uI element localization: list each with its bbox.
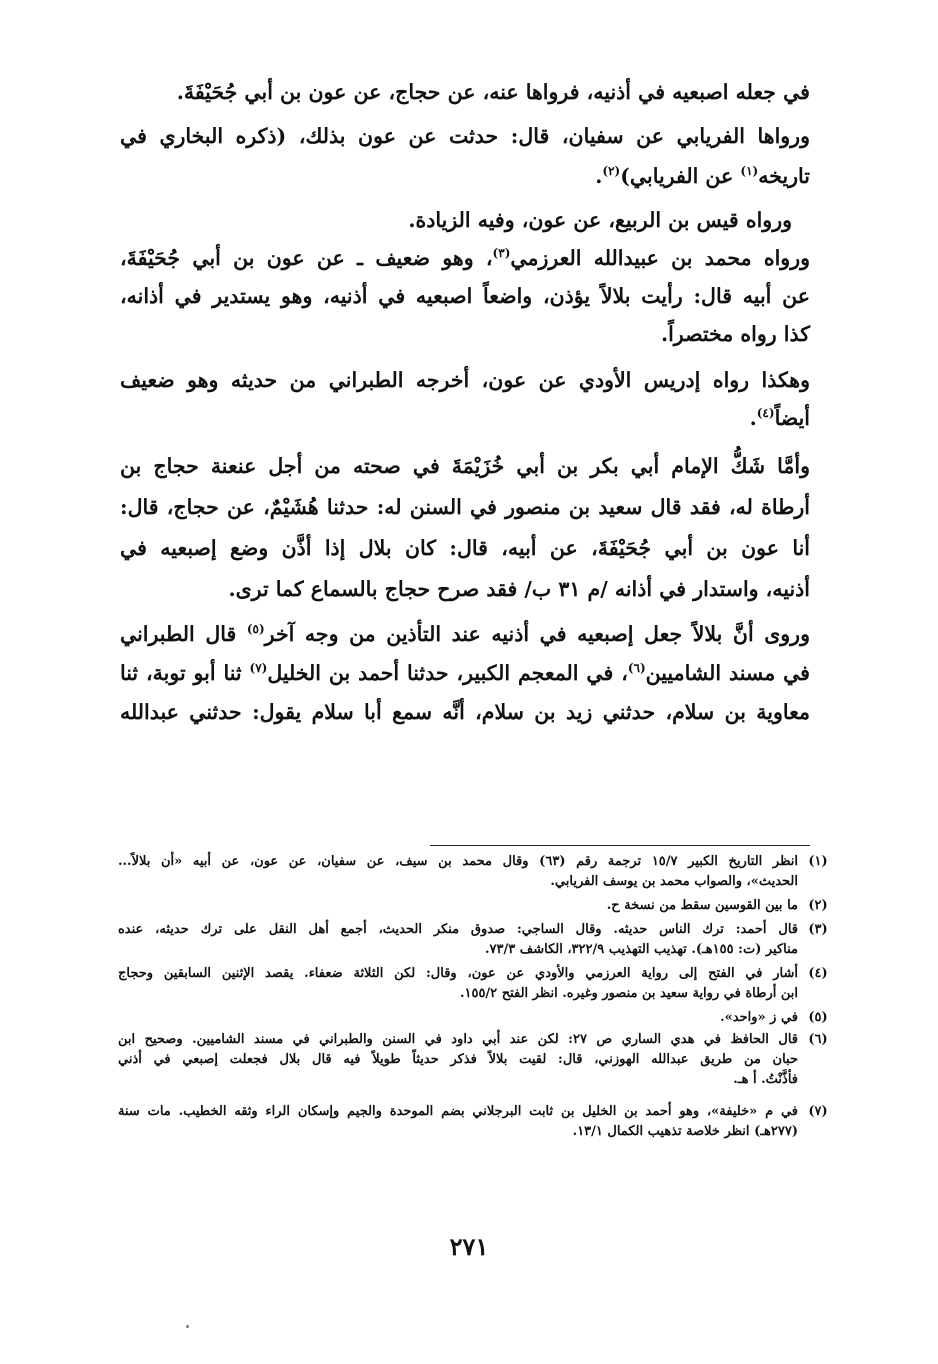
text-run: عن الفريابي)	[620, 164, 741, 188]
text-line: ورواها الفريابي عن سفيان، قال: حدثت عن عون بذلك، (ذكره البخاري في	[120, 124, 810, 148]
text-line: ورواه قيس بن الربيع، عن عون، وفيه الزيادة.	[408, 208, 792, 232]
footnote	[118, 896, 838, 916]
footnote-line: مناكير (ت: ١٥٥هـ). تهذيب التهذيب ٣٢٢/٩، الكاشف ٧٣/٣.	[485, 942, 798, 957]
footnote-line: في م «خليفة»، وهو أحمد بن الخليل بن ثابت البرجلاني بضم الموحدة والجيم وإسكان الراء وثقه الخطيب. مات سنة	[118, 1104, 798, 1119]
paragraph	[120, 80, 810, 104]
footnote-separator	[430, 845, 810, 846]
footnote-ref[interactable]: (٤)	[756, 406, 775, 421]
text-line	[120, 246, 810, 270]
text-run: ، في المعجم الكبير، حدثنا أحمد بن الخليل	[267, 661, 628, 685]
footnote	[118, 920, 838, 960]
footnote-body	[118, 920, 798, 960]
footnote-number: (٧)	[808, 1104, 828, 1119]
footnote	[118, 852, 838, 892]
footnote-line: (٢٧٧هـ) انظر خلاصة تذهيب الكمال ١٣/١.	[572, 1124, 798, 1139]
text-line	[120, 164, 810, 188]
text-line	[120, 622, 810, 646]
footnote	[118, 964, 838, 1004]
footnote-ref[interactable]: (٧)	[249, 661, 268, 676]
text-run: ورواه محمد بن عبيدالله العرزمي	[510, 246, 811, 270]
text-run: ثنا أبو توبة، ثنا	[120, 661, 250, 685]
text-line: عن أبيه قال: رأيت بلالاً يؤذن، واضعاً اصبعيه في أذنيه، وهو يستدير في أذانه،	[120, 284, 810, 308]
footnote-ref[interactable]: (٢)	[602, 164, 621, 179]
footnote-body	[118, 1008, 798, 1028]
text-run: .	[595, 164, 603, 188]
text-line: وهكذا رواه إدريس الأودي عن عون، أخرجه الطبراني من حديثه وهو ضعيف	[120, 368, 810, 392]
footnote-line: الحديث»، والصواب محمد بن يوسف الفريابي.	[550, 874, 798, 889]
footnote-ref[interactable]: (٥)	[246, 622, 265, 637]
text-line: أذنيه، واستدار في أذانه /م ٣١ ب/ فقد صرح حجاج بالسماع كما ترى.	[228, 577, 810, 601]
text-run: .	[749, 406, 757, 430]
text-line: في جعله اصبعيه في أذنيه، فرواها عنه، عن حجاج، عن عون بن أبي جُحَيْفَةَ.	[176, 80, 810, 104]
footnote-body	[118, 852, 798, 892]
paragraph	[120, 246, 810, 346]
paragraph	[120, 368, 810, 430]
page-number: ٢٧١	[449, 1232, 489, 1261]
footnote-line: ابن أرطاة في رواية سعيد بن منصور وغيره. انظر الفتح ١٥٥/٢.	[459, 986, 798, 1001]
text-run: ، وهو ضعيف ـ عن عون بن أبي جُحَيْفَةَ،	[120, 246, 493, 270]
footnote-number: (٣)	[808, 922, 828, 937]
text-line	[120, 661, 810, 685]
footnote	[118, 1008, 838, 1028]
footnote-line: ما بين القوسين سقط من نسخة ح.	[606, 898, 798, 913]
text-run: أيضاً	[774, 406, 810, 430]
footnote-number: (٢)	[808, 898, 828, 913]
footnote	[118, 1102, 838, 1142]
footnote-line: أشار في الفتح إلى رواية العرزمي والأودي عن عون، وقال: لكن الثلاثة ضعفاء. يقصد الإثنين السابقين وحجاج	[118, 966, 798, 981]
footnote-line: حبان من طريق عبدالله الهوزني، قال: لقيت بلالاً فذكر حديثاً طويلاً فيه قال بلال فجعلت إصبعي في أذني	[118, 1052, 798, 1067]
main-text	[120, 62, 810, 724]
footnote-line: فأذَّنْتُ. أ هـ.	[733, 1072, 798, 1087]
scan-speck	[186, 1325, 189, 1328]
paragraph	[120, 622, 810, 724]
footnote-body	[118, 964, 798, 1004]
footnote-line: قال الحافظ في هدي الساري ص ٢٧: لكن عند أبي داود في السنن والطبراني في مسند الشاميين. وصحيح ابن	[118, 1032, 798, 1047]
text-run: تاريخه	[758, 164, 810, 188]
text-line: أنا عون بن أبي جُحَيْفَةَ، عن أبيه، قال: كان بلال إذا أذَّن وضع إصبعيه في	[120, 536, 810, 560]
footnote-line: قال أحمد: ترك الناس حديثه. وقال الساجي: صدوق منكر الحديث، أجمع أهل النقل على ترك حديثه، عنده	[118, 922, 798, 937]
text-run: قال الطبراني	[120, 622, 247, 646]
footnote-ref[interactable]: (٣)	[492, 246, 511, 261]
footnote-number: (٥)	[808, 1010, 828, 1025]
footnote-line: في ز «واحد».	[720, 1010, 798, 1025]
text-line: معاوية بن سلام، حدثني زيد بن سلام، أنَّه سمع أبا سلام يقول: حدثني عبدالله	[120, 700, 810, 724]
footnote-ref[interactable]: (١)	[740, 164, 759, 179]
footnote-line: انظر التاريخ الكبير ١٥/٧ ترجمة رقم (٦٣) وقال محمد بن سيف، عن سفيان، عن عون، عن أبيه «أن بلالاً...	[118, 854, 798, 869]
footnote-number: (٦)	[808, 1032, 828, 1047]
paragraph	[120, 454, 810, 601]
text-line: وأمَّا شَكُّ الإمام أبي بكر بن أبي خُزَيْمَةَ في صحته من أجل عنعنة حجاج بن	[120, 454, 810, 478]
paragraph	[120, 208, 810, 232]
footnote-body	[118, 1030, 798, 1090]
footnote-ref[interactable]: (٦)	[627, 661, 646, 676]
footnote-body	[118, 1102, 798, 1142]
text-line	[120, 406, 810, 430]
text-line: كذا رواه مختصراً.	[660, 322, 810, 346]
text-run: وروى أنَّ بلالاً جعل إصبعيه في أذنيه عند التأذين من وجه آخر	[264, 622, 810, 646]
text-line: أرطاة له، فقد قال سعيد بن منصور في السنن له: حدثنا هُشَيْمٌ، عن حجاج، قال:	[120, 495, 810, 519]
footnote	[118, 1030, 838, 1090]
footnote-body	[118, 896, 798, 916]
footnotes	[118, 852, 838, 1142]
text-run: في مسند الشاميين	[645, 661, 810, 685]
footnote-number: (١)	[808, 854, 828, 869]
paragraph	[120, 124, 810, 188]
footnote-number: (٤)	[808, 966, 828, 981]
